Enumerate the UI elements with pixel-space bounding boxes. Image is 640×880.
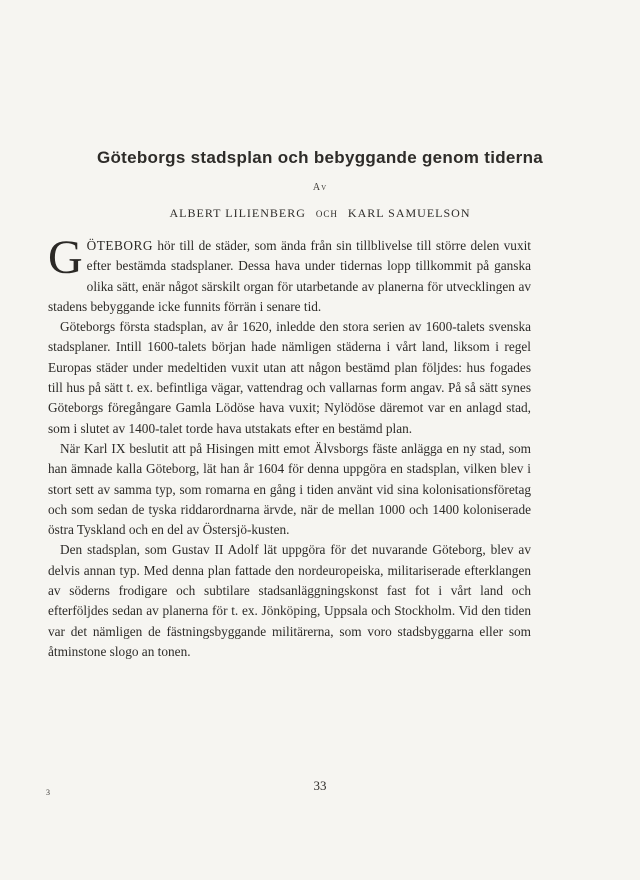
paragraph-2: Göteborgs första stadsplan, av år 1620, inledde den stora serien av 1600-talets svenska stadsplaner. Intill 1600-talets början hade nämligen städerna i vårt land, liksom i regel Europas städer under medeltiden vuxit utan att någon bestämd plan följdes: hus fogades till hus på sätt t. ex. befintliga vägar, vattendrag och vallarnas form angav. På så sätt synes Göteborgs föregångare Gamla Lödöse hava vuxit; Nylödöse däremot var en anlagd stad, som i slutet av 1400-talet torde hava utstakats efter en bestämd plan.: [48, 319, 531, 436]
page-number: 33: [313, 778, 327, 793]
signature-mark: 3: [46, 788, 50, 797]
drop-cap: G: [48, 231, 83, 284]
author-conjunction: OCH: [315, 209, 338, 219]
article-title: Göteborgs stadsplan och bebyggande genom tiderna: [96, 148, 544, 167]
paragraph-3: När Karl IX beslutit att på Hisingen mitt emot Älvsborgs fäste anlägga en ny stad, som han ämnade kalla Göteborg, lät han år 1604 för denna uppgöra en stadsplan, vilken blev i stort sett av samma typ, som romarna en gång i tiden använt vid sina kolonisationsföretag och som sedan de tyska riddarordnarna ärvde, när de mellan 1000 och 1400 koloniserade östra Tyskland och en del av Östersjö-kusten.: [48, 440, 531, 538]
paragraph-1: [48, 231, 531, 317]
author-lilienberg: ALBERT LILIENBERG: [169, 206, 306, 220]
author-line: [0, 206, 640, 221]
byline-av: Av: [312, 182, 328, 193]
author-samuelson: KARL SAMUELSON: [347, 206, 471, 220]
lead-word: ÖTEBORG: [86, 238, 153, 253]
article-body: [48, 231, 531, 662]
paragraph-1-text: hör till de städer, som ända från sin tillblivelse till större delen vuxit efter bestämda stadsplaner. Dessa hava under tidernas lopp tillkommit på ganska olika sätt, enär något särskilt organ för utarbetande av planerna för utvecklingen av stadens bebyggande icke funnits förrän i senare tid.: [48, 238, 531, 314]
paragraph-4: Den stadsplan, som Gustav II Adolf lät uppgöra för det nuvarande Göteborg, blev av delvis annan typ. Med denna plan fattade den nordeuropeiska, militariserade efterklangen av söderns frodigare och subtilare stadsanläggningskonst fast fot i vårt land och efterföljdes sedan av planerna för t. ex. Jönköping, Uppsala och Stockholm. Vid den tiden var det nämligen de fästningsbyggande militärerna, som voro stadsbyggarna eller som åtminstone slogo an tonen.: [48, 542, 531, 659]
